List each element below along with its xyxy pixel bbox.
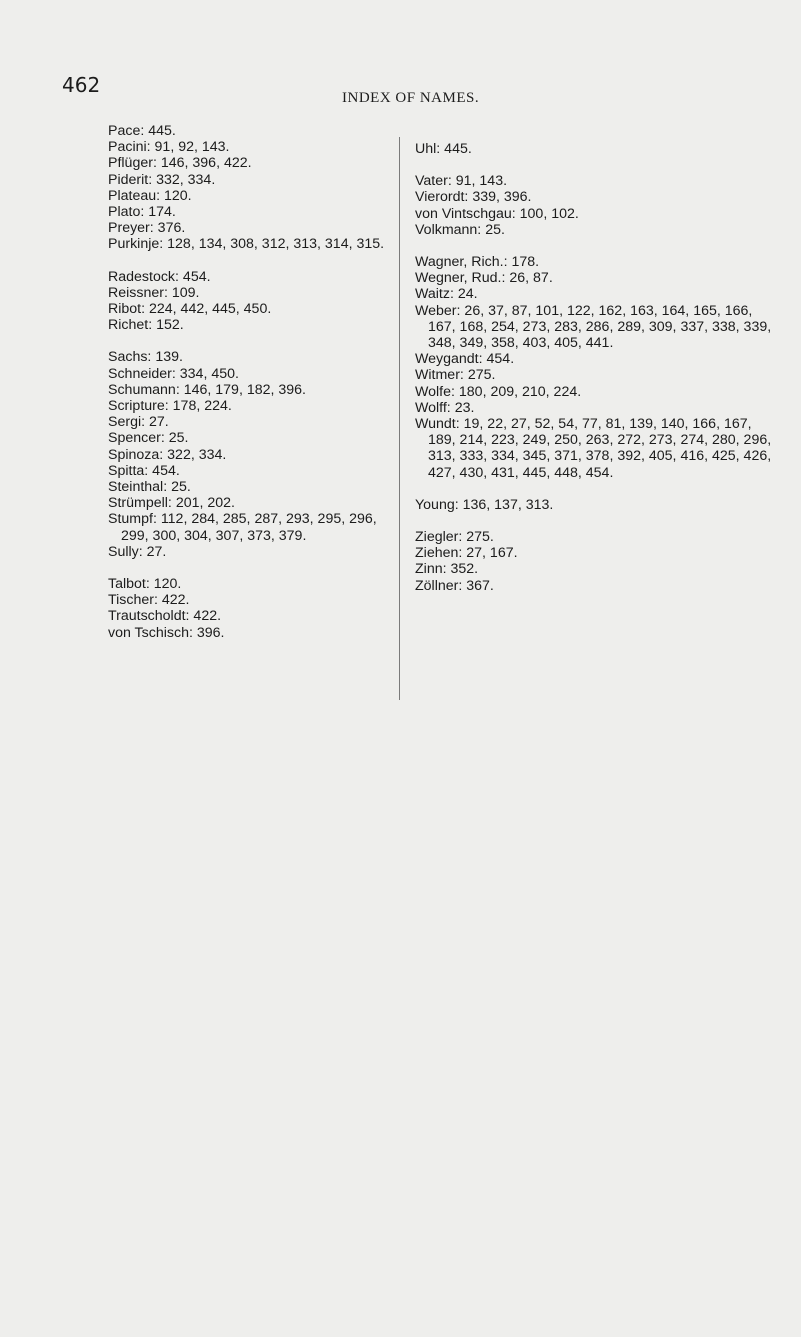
index-entry-pages: 152. [152, 317, 184, 334]
index-entry-name: Piderit: [108, 171, 153, 188]
index-entry [415, 416, 777, 481]
index-entry [415, 561, 777, 577]
index-entry-pages: 445. [144, 123, 176, 139]
index-entry-name: Witmer: [415, 367, 464, 384]
index-entry-name: Reissner: [108, 284, 168, 301]
index-entry-name: Pflüger: [108, 155, 157, 172]
index-entry-name: Trautscholdt: [108, 608, 190, 625]
index-entry [415, 303, 777, 352]
index-entry-pages: 339, 396. [468, 189, 532, 206]
index-column-right [415, 141, 777, 610]
index-entry [108, 301, 400, 317]
index-entry-name: Sully: [108, 543, 143, 560]
index-letter-group [415, 497, 777, 513]
index-entry [108, 269, 400, 285]
index-entry-pages: 120. [149, 576, 182, 593]
index-letter-group [415, 529, 777, 594]
index-entry-pages: 139. [151, 349, 183, 366]
index-entry-pages: 27, 167. [462, 545, 518, 562]
index-entry-pages: 24. [453, 286, 478, 303]
index-letter-group [108, 349, 400, 560]
index-entry-pages: 128, 134, 308, 312, 313, 314, 315. [163, 236, 385, 253]
index-entry-name: Pacini: [108, 139, 151, 156]
index-entry-name: Spencer: [108, 430, 165, 447]
index-entry-name: Talbot: [108, 576, 150, 593]
index-entry-name: Waitz: [415, 286, 454, 303]
index-entry [415, 254, 777, 270]
index-entry-pages: 275. [463, 367, 496, 384]
index-entry-name: Richet: [108, 317, 153, 334]
index-letter-group [108, 123, 400, 253]
index-entry [108, 220, 400, 236]
index-entry-name: Spitta: [108, 462, 149, 479]
index-entry [108, 430, 400, 446]
index-entry-name: Radestock: [108, 268, 179, 285]
index-entry-name: Plateau: [108, 187, 161, 204]
index-entry-pages: 454. [178, 268, 211, 285]
index-entry-name: von Vintschgau: [415, 205, 516, 222]
index-entry-pages: 27. [145, 414, 169, 431]
index-entry-name: Preyer: [108, 220, 154, 237]
index-entry [108, 123, 400, 139]
index-entry [415, 367, 777, 383]
index-entry [108, 349, 400, 365]
index-entry-name: Volkmann: [415, 221, 482, 238]
index-entry-pages: 100, 102. [515, 205, 579, 222]
index-entry [415, 141, 777, 157]
index-entry-pages: 27. [142, 543, 167, 560]
index-entry-name: Young: [415, 496, 459, 513]
index-entry-pages: 120. [160, 187, 192, 204]
index-entry-pages: 178, 224. [168, 398, 232, 415]
index-entry [108, 576, 400, 592]
index-entry [415, 497, 777, 513]
index-entry-name: Plato: [108, 204, 145, 221]
index-entry-name: von Tschisch: [108, 624, 193, 641]
index-entry [108, 592, 400, 608]
index-entry-pages: 19, 22, 27, 52, 54, 77, 81, 139, 140, 166, 167, 189, 214, 223, 249, 250, 263, 272, 273, 274, 280, 296, 313, 333, 334, 345, 371, 378, 392, 405, 416, 425, 426, 427, 430, 431, 445, 448, 454. [428, 416, 772, 481]
index-entry [108, 398, 400, 414]
index-entry [108, 366, 400, 382]
index-entry-pages: 91, 143. [451, 173, 508, 190]
index-entry-pages: 109. [167, 284, 200, 301]
column-divider [399, 137, 400, 700]
index-entry [108, 285, 400, 301]
index-entry-pages: 322, 334. [163, 446, 227, 463]
index-entry-pages: 332, 334. [152, 171, 216, 188]
index-entry [108, 204, 400, 220]
index-entry-name: Wagner, Rich.: [415, 254, 508, 271]
index-entry [108, 463, 400, 479]
index-entry [415, 351, 777, 367]
index-entry [415, 545, 777, 561]
index-entry-pages: 25. [481, 221, 505, 238]
index-entry-name: Tischer: [108, 592, 158, 609]
index-entry-pages: 25. [164, 430, 189, 447]
index-entry [415, 578, 777, 594]
index-entry-pages: 422. [157, 592, 190, 609]
index-entry-pages: 23. [450, 399, 475, 416]
index-entry-pages: 178. [507, 254, 540, 271]
index-column-left [108, 123, 400, 657]
index-entry-pages: 180, 209, 210, 224. [454, 383, 582, 400]
index-entry-name: Weber: [415, 302, 461, 319]
index-entry-pages: 367. [462, 577, 494, 594]
index-entry-pages: 275. [462, 529, 494, 546]
index-letter-group [415, 173, 777, 238]
index-entry-pages: 146, 179, 182, 396. [179, 381, 307, 398]
index-entry-pages: 201, 202. [171, 495, 235, 512]
index-entry-pages: 26, 87. [505, 270, 553, 287]
index-entry-name: Spinoza: [108, 446, 164, 463]
index-entry-name: Vierordt: [415, 189, 469, 206]
index-entry-name: Zinn: [415, 561, 447, 578]
index-entry-pages: 445. [440, 141, 472, 157]
index-entry [415, 270, 777, 286]
index-entry-name: Ribot: [108, 301, 146, 318]
index-entry-pages: 454. [148, 462, 180, 479]
index-entry-name: Wolff: [415, 399, 451, 416]
index-entry-name: Zöllner: [415, 577, 463, 594]
index-letter-group [108, 576, 400, 641]
index-entry [108, 317, 400, 333]
index-entry-pages: 224, 442, 445, 450. [145, 301, 272, 318]
index-entry-name: Schumann: [108, 381, 180, 398]
index-letter-group [415, 254, 777, 481]
index-entry-name: Purkinje: [108, 236, 164, 253]
index-entry [108, 382, 400, 398]
index-entry-pages: 26, 37, 87, 101, 122, 162, 163, 164, 165, 166, 167, 168, 254, 273, 283, 286, 289, 309, 337, 338, 339, 348, 349, 358, 403, 405, 441. [428, 302, 772, 352]
index-entry-name: Uhl: [415, 141, 441, 157]
index-entry-pages: 334, 450. [175, 365, 239, 382]
index-entry-pages: 376. [153, 220, 186, 237]
index-entry-pages: 112, 284, 285, 287, 293, 295, 296, 299, 300, 304, 307, 373, 379. [121, 511, 377, 544]
index-entry-name: Sachs: [108, 349, 152, 366]
index-entry-name: Steinthal: [108, 479, 168, 496]
index-entry-pages: 396. [192, 624, 225, 641]
index-entry [108, 608, 400, 624]
index-entry [415, 529, 777, 545]
index-entry-name: Wundt: [415, 416, 460, 433]
index-entry [415, 400, 777, 416]
index-entry [415, 286, 777, 302]
index-entry-name: Wolfe: [415, 383, 455, 400]
index-entry-name: Ziegler: [415, 529, 463, 546]
index-entry [415, 173, 777, 189]
index-entry [108, 236, 400, 252]
index-entry-name: Vater: [415, 173, 452, 190]
index-entry-name: Stumpf: [108, 511, 157, 528]
index-entry [108, 625, 400, 641]
index-entry-name: Weygandt: [415, 351, 483, 368]
index-entry [108, 479, 400, 495]
index-entry [108, 188, 400, 204]
index-entry-pages: 136, 137, 313. [458, 496, 554, 513]
index-entry-pages: 352. [446, 561, 479, 578]
index-entry [108, 155, 400, 171]
index-entry [108, 447, 400, 463]
index-entry [108, 511, 400, 543]
index-entry-name: Schneider: [108, 365, 176, 382]
index-letter-group [108, 269, 400, 334]
index-entry-name: Wegner, Rud.: [415, 270, 506, 287]
index-letter-group [415, 141, 777, 157]
index-entry-name: Strümpell: [108, 495, 172, 512]
index-entry-pages: 146, 396, 422. [156, 155, 252, 172]
page-number: 462 [62, 73, 101, 97]
index-entry [415, 189, 777, 205]
index-entry-pages: 454. [482, 351, 515, 368]
index-entry [415, 384, 777, 400]
index-entry-name: Pace: [108, 123, 145, 139]
index-entry-name: Ziehen: [415, 545, 463, 562]
index-entry [415, 206, 777, 222]
index-entry [415, 222, 777, 238]
index-entry [108, 544, 400, 560]
running-head: INDEX OF NAMES. [342, 90, 480, 106]
index-entry-pages: 422. [189, 608, 222, 625]
index-entry-name: Sergi: [108, 414, 146, 431]
index-entry-pages: 174. [144, 204, 176, 221]
index-entry-name: Scripture: [108, 398, 169, 415]
index-entry [108, 495, 400, 511]
index-entry-pages: 91, 92, 143. [150, 139, 230, 156]
index-entry [108, 414, 400, 430]
index-entry [108, 139, 400, 155]
index-entry [108, 172, 400, 188]
index-entry-pages: 25. [167, 479, 191, 496]
